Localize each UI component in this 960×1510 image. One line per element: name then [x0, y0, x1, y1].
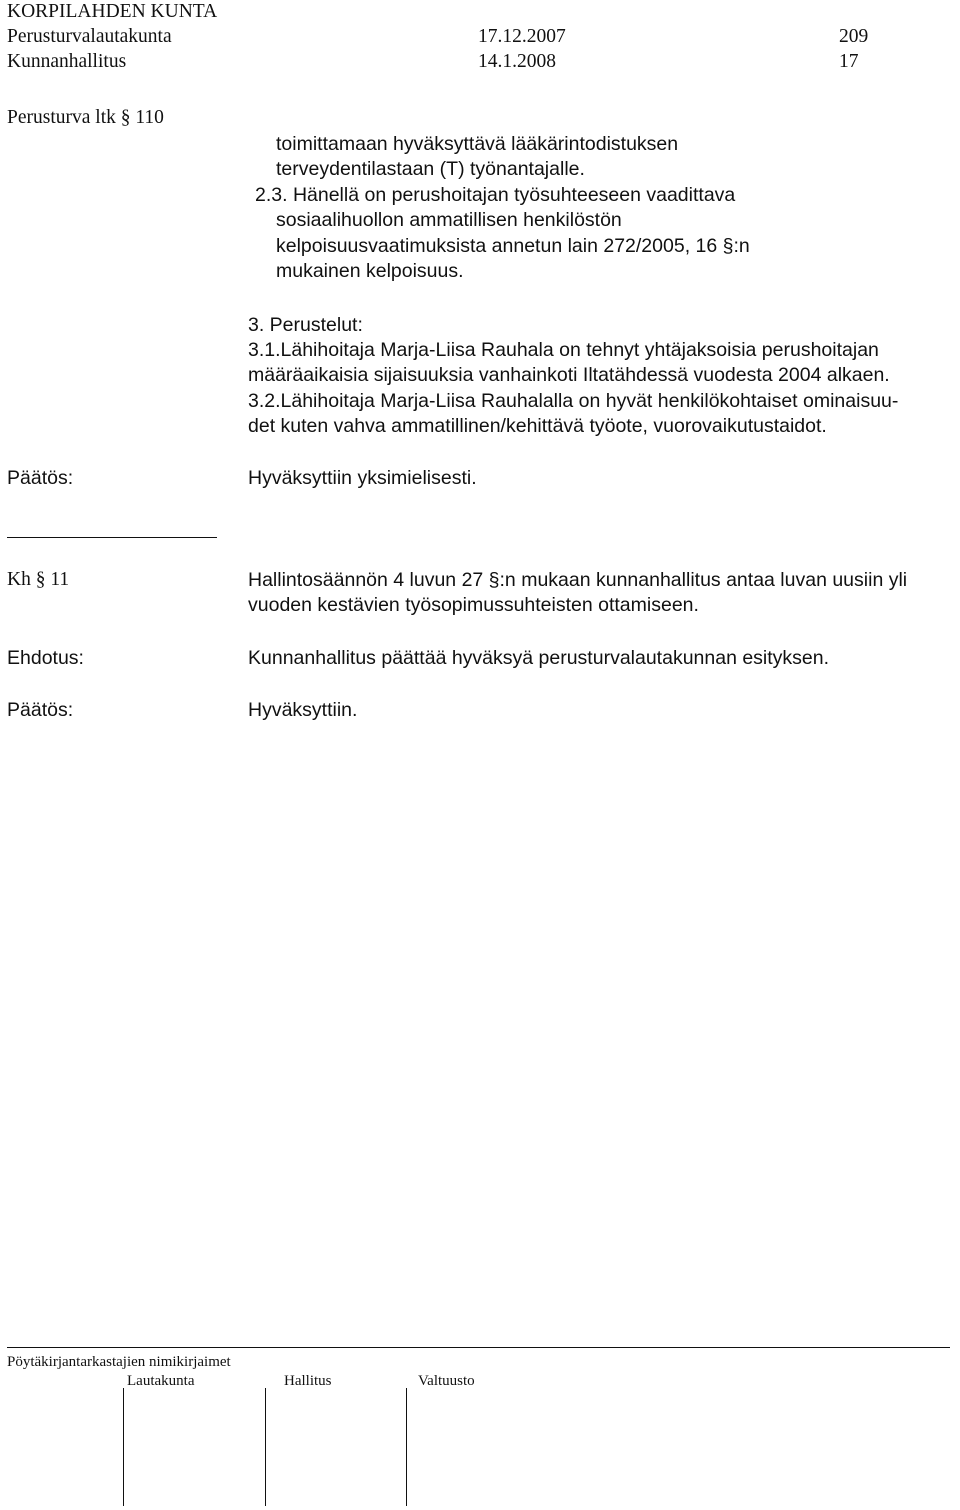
body-line: mukainen kelpoisuus. — [276, 260, 464, 282]
section-reference: Perusturva ltk § 110 — [7, 107, 164, 128]
body-line: kelpoisuusvaatimuksista annetun lain 272/2005, 16 §:n — [276, 235, 750, 257]
section-divider — [7, 537, 217, 538]
body-line: toimittamaan hyväksyttävä lääkärintodistuksen — [276, 133, 679, 155]
ehdotus-text: Kunnanhallitus päättää hyväksyä perusturvalautakunnan esityksen. — [248, 647, 830, 669]
header-page-2: 17 — [839, 51, 859, 72]
header-body-2: Kunnanhallitus — [7, 51, 127, 72]
perustelut-heading: 3. Perustelut: — [248, 314, 363, 336]
perustelut-line: det kuten vahva ammatillinen/kehittävä työote, vuorovaikutustaidot. — [248, 415, 827, 437]
body-line: terveydentilastaan (T) työnantajalle. — [276, 158, 585, 180]
paatos-text: Hyväksyttiin yksimielisesti. — [248, 467, 477, 489]
perustelut-line: 3.2.Lähihoitaja Marja-Liisa Rauhalalla on hyvät henkilökohtaiset ominaisuu- — [248, 390, 899, 412]
paatos-label: Päätös: — [7, 467, 74, 489]
header-date-1: 17.12.2007 — [478, 26, 566, 47]
body-line: 2.3. Hänellä on perushoitajan työsuhteeseen vaadittava — [255, 184, 736, 206]
body-line: vuoden kestävien työsopimussuhteisten ottamiseen. — [248, 594, 699, 616]
perustelut-line: 3.1.Lähihoitaja Marja-Liisa Rauhala on tehnyt yhtäjaksoisia perushoitajan — [248, 339, 879, 361]
section-reference: Kh § 11 — [7, 569, 70, 590]
signature-column-divider — [406, 1388, 407, 1506]
footer-column-label: Valtuusto — [418, 1373, 475, 1389]
municipality-title: KORPILAHDEN KUNTA — [7, 1, 218, 22]
body-line: sosiaalihuollon ammatillisen henkilöstön — [276, 209, 622, 231]
signature-column-divider — [265, 1388, 266, 1506]
header-date-2: 14.1.2008 — [478, 51, 556, 72]
body-line: Hallintosäännön 4 luvun 27 §:n mukaan kunnanhallitus antaa luvan uusiin yli — [248, 569, 908, 591]
header-page-1: 209 — [839, 26, 869, 47]
footer-column-label: Hallitus — [284, 1373, 332, 1389]
ehdotus-label: Ehdotus: — [7, 647, 84, 669]
footer-rule — [7, 1347, 950, 1348]
perustelut-line: määräaikaisia sijaisuuksia vanhainkoti Iltatähdessä vuodesta 2004 alkaen. — [248, 364, 890, 386]
paatos-label: Päätös: — [7, 699, 74, 721]
paatos-text: Hyväksyttiin. — [248, 699, 358, 721]
footer-column-label: Lautakunta — [127, 1373, 195, 1389]
signature-column-divider — [123, 1388, 124, 1506]
footer-title: Pöytäkirjantarkastajien nimikirjaimet — [7, 1354, 231, 1370]
header-body-1: Perusturvalautakunta — [7, 26, 172, 47]
